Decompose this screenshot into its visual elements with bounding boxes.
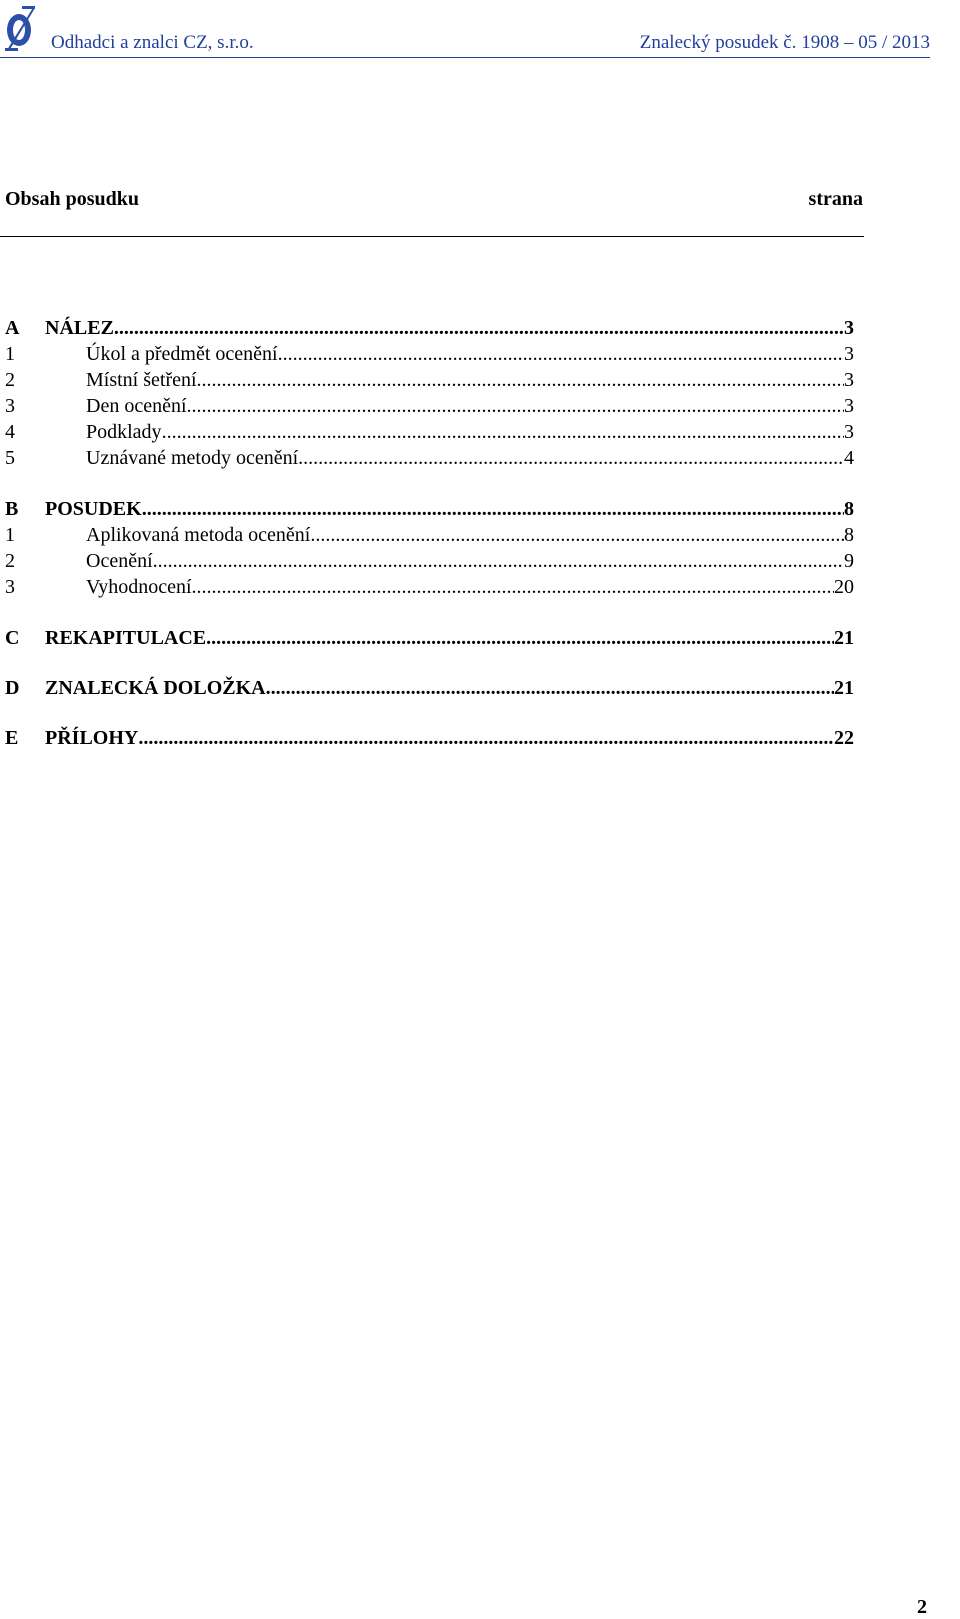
toc-entry-number: 2 [5, 369, 15, 391]
toc-leader-dots [187, 393, 844, 419]
toc-entry-page: 3 [844, 421, 854, 443]
toc-entry-page: 9 [844, 550, 854, 572]
toc-entry-page: 3 [844, 343, 854, 365]
toc-leader-dots [114, 315, 844, 341]
toc-leader-dots [162, 419, 844, 445]
toc-entry[interactable] [5, 315, 854, 341]
toc-leader-dots [197, 367, 844, 393]
toc-entry-title: Podklady [86, 421, 162, 443]
toc-entry-title: Aplikovaná metoda ocenění [86, 524, 311, 546]
toc-entry-page: 3 [844, 369, 854, 391]
toc-leader-dots [310, 522, 844, 548]
toc-entry-page: 22 [834, 727, 854, 749]
toc-entry-number: E [5, 727, 19, 749]
toc-entry-page: 4 [844, 447, 854, 469]
contents-divider [0, 236, 864, 237]
toc-entry-page: 8 [844, 524, 854, 546]
toc-entry-number: 4 [5, 421, 15, 443]
toc-leader-dots [266, 675, 834, 701]
toc-entry[interactable] [5, 445, 854, 471]
toc-entry-number: 1 [5, 343, 15, 365]
toc-entry-number: C [5, 627, 20, 649]
toc-entry-page: 8 [844, 498, 854, 520]
toc-leader-dots [278, 341, 844, 367]
toc-entry-title: PŘÍLOHY [45, 727, 139, 749]
contents-page-label: strana [808, 188, 863, 210]
toc-leader-dots [142, 496, 844, 522]
toc-entry[interactable] [5, 496, 854, 522]
toc-entry-page: 21 [834, 627, 854, 649]
toc-entry[interactable] [5, 367, 854, 393]
header-divider [0, 57, 930, 58]
toc-entry-title: Ocenění [86, 550, 153, 572]
toc-entry-title: Úkol a předmět ocenění [86, 343, 278, 365]
toc-entry[interactable] [5, 548, 854, 574]
toc-entry-page: 20 [834, 576, 854, 598]
toc-entry[interactable] [5, 522, 854, 548]
toc-entry-number: B [5, 498, 19, 520]
toc-entry-page: 3 [844, 395, 854, 417]
toc-entry[interactable] [5, 725, 854, 751]
toc-entry-number: 2 [5, 550, 15, 572]
toc-entry[interactable] [5, 675, 854, 701]
toc-entry-title: Vyhodnocení [86, 576, 192, 598]
toc-entry-number: 3 [5, 395, 15, 417]
toc-entry-title: ZNALECKÁ DOLOŽKA [45, 677, 266, 699]
toc-leader-dots [138, 725, 834, 751]
toc-entry[interactable] [5, 419, 854, 445]
toc-entry-title: REKAPITULACE [45, 627, 207, 649]
toc-leader-dots [192, 574, 834, 600]
toc-entry-title: POSUDEK [45, 498, 142, 520]
toc-entry-page: 21 [834, 677, 854, 699]
page-number: 2 [917, 1596, 927, 1618]
toc-entry[interactable] [5, 341, 854, 367]
toc-entry-number: A [5, 317, 20, 339]
company-logo-icon [4, 4, 36, 52]
toc-entry-title: NÁLEZ [45, 317, 114, 339]
company-name: Odhadci a znalci CZ, s.r.o. [51, 32, 254, 53]
toc-entry[interactable] [5, 393, 854, 419]
toc-entry-number: D [5, 677, 20, 699]
page-header [0, 0, 960, 60]
toc-leader-dots [298, 445, 844, 471]
contents-title: Obsah posudku [5, 188, 139, 210]
toc-entry[interactable] [5, 625, 854, 651]
toc-entry-title: Den ocenění [86, 395, 187, 417]
toc-entry-number: 1 [5, 524, 15, 546]
toc-entry-title: Místní šetření [86, 369, 197, 391]
toc-entry-title: Uznávané metody ocenění [86, 447, 299, 469]
toc-leader-dots [206, 625, 834, 651]
toc-entry-page: 3 [844, 317, 854, 339]
toc-entry-number: 5 [5, 447, 15, 469]
report-number: Znalecký posudek č. 1908 – 05 / 2013 [639, 32, 930, 53]
contents-heading [5, 188, 863, 218]
toc-entry[interactable] [5, 574, 854, 600]
toc-leader-dots [153, 548, 844, 574]
toc-entry-number: 3 [5, 576, 15, 598]
